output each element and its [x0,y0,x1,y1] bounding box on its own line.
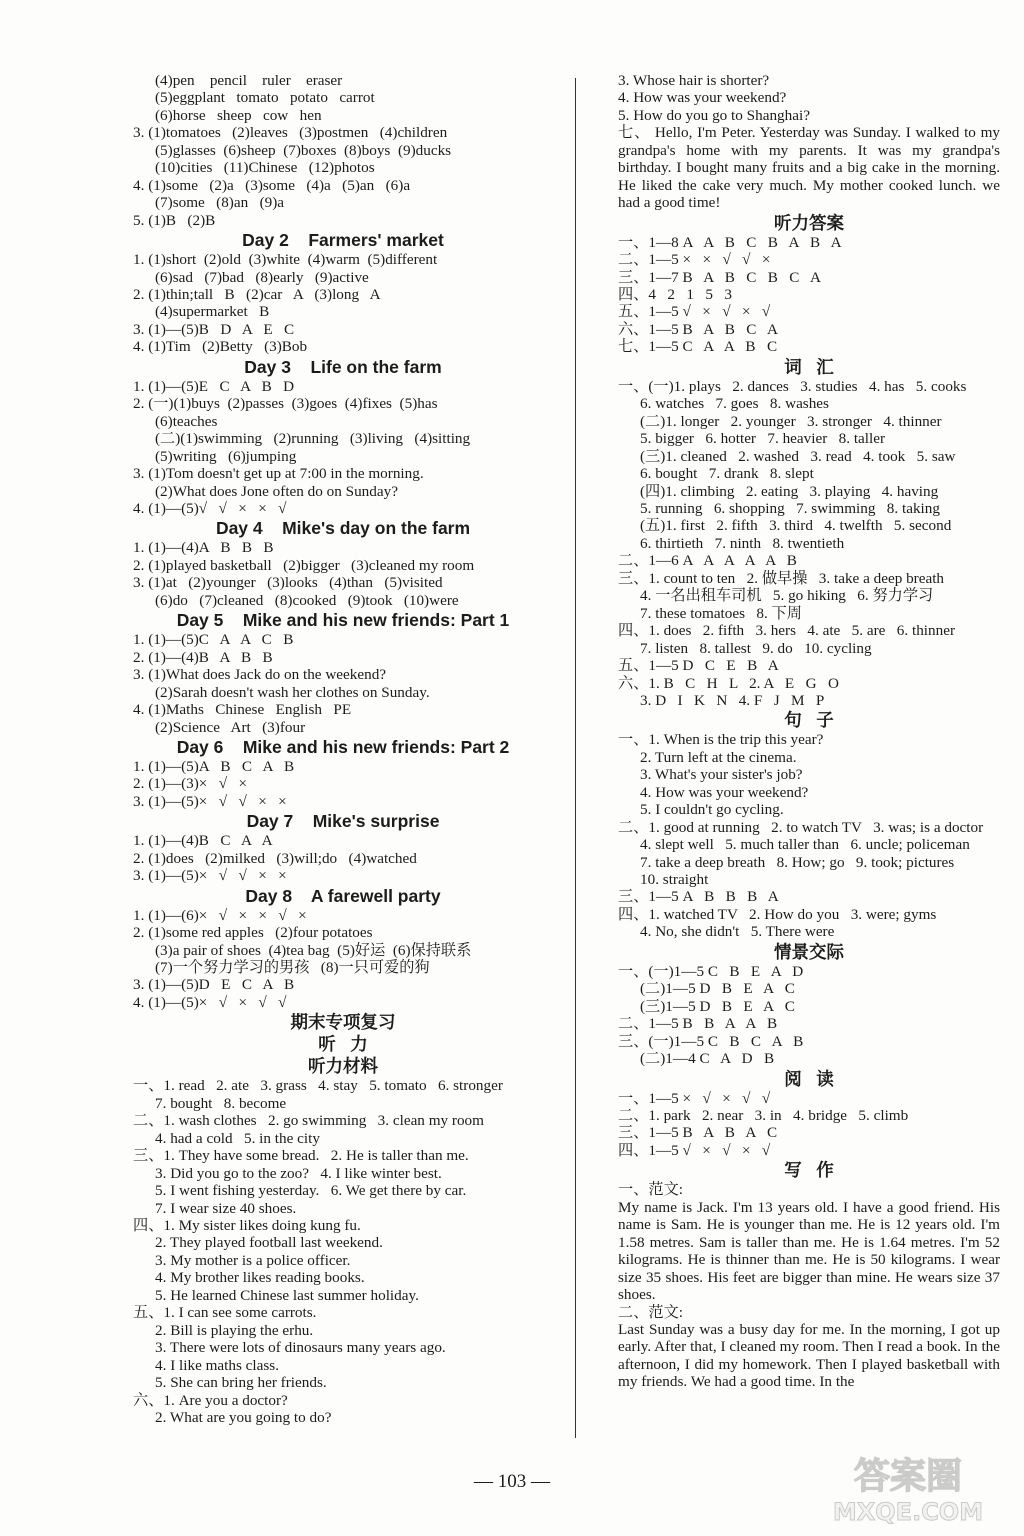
answer-line: 5. (1)B (2)B [133,211,216,229]
answer-line: 一、1. When is the trip this year? [618,731,824,749]
answer-line: 2. (1)thin;tall B (2)car A (3)long A [133,285,381,303]
answer-line: 5. I couldn't go cycling. [640,801,784,819]
answer-line: 一、1. read 2. ate 3. grass 4. stay 5. tomato 6. stronger [133,1077,503,1095]
answer-line: 二、1—6 A A A A A B [618,552,797,570]
answer-line: 二、1—5 B B A A B [618,1015,778,1033]
answer-line: 4. 一名出租车司机 5. go hiking 6. 努力学习 [640,587,934,605]
answer-line: (2)Sarah doesn't wash her clothes on Sunday. [155,683,430,701]
answer-line: 4. (1)Maths Chinese English PE [133,701,352,719]
answer-line: 3. (1)at (2)younger (3)looks (4)than (5)visited [133,574,443,592]
answer-line: 1. (1)—(4)A B B B [133,539,274,557]
answer-line: 4. How was your weekend? [640,783,809,801]
answer-line: 二、1—5 × × √ √ × [618,251,771,269]
answer-line: 七、1—5 C A A B C [618,338,778,356]
answer-line: (二)1—5 D B E A C [640,980,795,998]
answer-line: My name is Jack. I'm 13 years old. I have a good friend. His name is Sam. He is younger than me. He is 12 years old. I'm 1.58 metres. Sam is taller than me. He is 1.64 metres. I'm 52 kilograms. He is thinner than me. He is 50 kilograms. I wear size 35 shoes. His feet are bigger than mine. He wears size 37 shoes. [618,1198,1000,1304]
answer-line: 3. (1)—(5)× √ √ × × [133,867,287,885]
answer-line: 5. I went fishing yesterday. 6. We get there by car. [155,1182,467,1200]
section-heading: 写 作 [784,1160,834,1181]
answer-line: 4. had a cold 5. in the city [155,1129,320,1147]
section-heading: Day 7 Mike's surprise [246,811,440,832]
answer-line: 1. (1)—(5)A B C A B [133,757,295,775]
answer-line: 四、1. My sister likes doing kung fu. [133,1217,361,1235]
answer-line: 3. What's your sister's job? [640,766,803,784]
answer-line: (2)What does Jone often do on Sunday? [155,482,398,500]
answer-line: 4. No, she didn't 5. There were [640,923,835,941]
answer-line: (7)一个努力学习的男孩 (8)一只可爱的狗 [155,959,430,977]
watermark-chinese-text: 答案圈 [853,1456,963,1497]
answer-line: 4. slept well 5. much taller than 6. uncle; policeman [640,836,970,854]
answer-line: 2. (一)(1)buys (2)passes (3)goes (4)fixes (5)has [133,395,438,413]
answer-line: (6)horse sheep cow hen [155,106,322,124]
answer-line: 三、1. They have some bread. 2. He is taller than me. [133,1147,469,1165]
answer-line: (二)1. longer 2. younger 3. stronger 4. thinner [640,412,942,430]
section-heading: 情景交际 [774,941,844,962]
answer-line: (五)1. first 2. fifth 3. third 4. twelfth 5. second [640,517,952,535]
answer-line: (二)1—4 C A D B [640,1050,775,1068]
answer-line: 五、1—5 D C E B A [618,657,779,675]
answer-line: (6)do (7)cleaned (8)cooked (9)took (10)were [155,591,459,609]
answer-line: 三、1—5 B A B A C [618,1124,778,1142]
answer-line: 4. (1)—(5)√ √ × × √ [133,499,287,517]
section-heading: 期末专项复习 [290,1012,396,1033]
answer-line: 6. watches 7. goes 8. washes [640,395,829,413]
answer-line: 4. How was your weekend? [618,89,787,107]
watermark-domain-text: MXQE.COM [832,1498,984,1526]
answer-line: 3. (1)—(5)B D A E C [133,320,295,338]
answer-line: 2. (1)played basketball (2)bigger (3)cleaned my room [133,556,475,574]
answer-line: 4. (1)—(5)× √ × √ √ [133,993,287,1011]
answer-line: 4. (1)Tim (2)Betty (3)Bob [133,338,308,356]
answer-line: 3. My mother is a police officer. [155,1251,351,1269]
section-heading: Day 8 A farewell party [245,885,441,906]
answer-line: (三)1. cleaned 2. washed 3. read 4. took 5. saw [640,447,956,465]
answer-line: 三、1. count to ten 2. 做早操 3. take a deep breath [618,569,945,587]
section-heading: 听力材料 [308,1056,378,1077]
answer-line: (5)eggplant tomato potato carrot [155,89,375,107]
answer-line: 2. What are you going to do? [155,1409,332,1426]
answer-line: 7. take a deep breath 8. How; go 9. took; pictures [640,853,955,871]
answer-line: 四、1—5 √ × √ × √ [618,1141,771,1159]
answer-line: Last Sunday was a busy day for me. In the morning, I got up early. After that, I cleaned my room. Then I read a book. In the afternoon, I did my homework. Then I played basketball with my friends. We had a good time. In the [618,1321,1000,1391]
answer-line: 3. D I K N 4. F J M P [640,691,825,709]
answer-line: (2)Science Art (3)four [155,718,306,736]
section-heading: 听 力 [318,1034,368,1055]
answer-line: 1. (1)—(4)B C A A [133,832,273,850]
section-heading: 听力答案 [774,212,844,233]
answer-line: 六、1. B C H L 2. A E G O [618,674,839,692]
answer-line: 三、1—5 A B B B A [618,888,779,906]
answer-line: 5. bigger 6. hotter 7. heavier 8. taller [640,430,886,448]
site-watermark-logo [808,1448,1008,1526]
answer-line: 4. (1)some (2)a (3)some (4)a (5)an (6)a [133,176,411,194]
answer-line: 7. bought 8. become [155,1094,287,1112]
answer-line: 1. (1)—(6)× √ × × √ × [133,906,307,924]
section-heading: Day 2 Farmers' market [242,230,444,251]
column-divider [575,78,576,1438]
answer-line: 3. (1)—(5)D E C A B [133,976,295,994]
section-heading: 词 汇 [784,356,834,377]
answer-line: (5)glasses (6)sheep (7)boxes (8)boys (9)ducks [155,141,452,159]
answer-line: (4)supermarket B [155,303,270,321]
answer-line: 七、 Hello, I'm Peter. Yesterday was Sunday. I walked to my grandpa's home with my parents. It was my grandpa's birthday. I bought many fruits and a big cake in the morning. He liked the cake very much. My mother cooked lunch. we had a good time! [618,124,1000,212]
answer-line: 四、1. watched TV 2. How do you 3. were; gyms [618,905,937,923]
answer-line: 5. He learned Chinese last summer holiday. [155,1286,419,1304]
answer-line: 2. (1)—(4)B A B B [133,648,273,666]
answer-line: 5. running 6. shopping 7. swimming 8. taking [640,499,940,517]
section-heading: 阅 读 [784,1068,834,1089]
answer-line: (三)1—5 D B E A C [640,997,795,1015]
answer-line: 六、1—5 B A B C A [618,320,778,338]
page-number: — 103 — [474,1471,550,1492]
answer-line: 四、4 2 1 5 3 [618,285,732,303]
section-heading: Day 6 Mike and his new friends: Part 2 [176,736,510,757]
answer-line: 3. (1)tomatoes (2)leaves (3)postmen (4)children [133,124,448,142]
answer-line: (7)some (8)an (9)a [155,194,285,212]
answer-line: 二、范文: [618,1303,683,1321]
answer-line: 1. (1)short (2)old (3)white (4)warm (5)different [133,251,438,269]
answer-line: 三、(一)1—5 C B C A B [618,1032,804,1050]
answer-line: 4. I like maths class. [155,1356,280,1374]
answer-line: 3. (1)—(5)× √ √ × × [133,792,287,810]
answer-line: 5. How do you go to Shanghai? [618,106,810,124]
answer-line: 2. Turn left at the cinema. [640,748,797,766]
answer-line: (10)cities (11)Chinese (12)photos [155,159,375,177]
answer-line: 7. these tomatoes 8. 下周 [640,604,802,622]
answer-column-right [618,72,1000,1391]
answer-line: (四)1. climbing 2. eating 3. playing 4. having [640,482,939,500]
answer-line: (6)teaches [155,412,218,430]
answer-line: (4)pen pencil ruler eraser [155,72,343,89]
section-heading: Day 4 Mike's day on the farm [215,518,471,539]
answer-line: (5)writing (6)jumping [155,447,297,465]
answer-line: (6)sad (7)bad (8)early (9)active [155,268,369,286]
answer-line: 一、(一)1—5 C B E A D [618,962,804,980]
answer-line: 7. listen 8. tallest 9. do 10. cycling [640,639,872,657]
answer-line: 1. (1)—(5)E C A B D [133,377,295,395]
answer-line: 二、1. wash clothes 2. go swimming 3. clean my room [133,1112,484,1130]
answer-line: 一、范文: [618,1181,683,1199]
answer-line: 五、1—5 √ × √ × √ [618,303,771,321]
answer-line: 2. Bill is playing the erhu. [155,1321,314,1339]
answer-line: 一、1—8 A A B C B A B A [618,233,842,251]
answer-line: 3. (1)What does Jack do on the weekend? [133,666,387,684]
answer-line: 二、1. park 2. near 3. in 4. bridge 5. climb [618,1107,909,1125]
answer-line: 五、1. I can see some carrots. [133,1304,317,1322]
answer-line: 三、1—7 B A B C B C A [618,268,821,286]
answer-line: 5. She can bring her friends. [155,1374,327,1392]
answer-line: 2. (1)—(3)× √ × [133,775,248,793]
section-heading: 句 子 [784,710,834,731]
section-heading: Day 5 Mike and his new friends: Part 1 [176,610,510,631]
section-heading: Day 3 Life on the farm [244,356,442,377]
answer-line: 3. There were lots of dinosaurs many years ago. [155,1339,446,1357]
answer-line: 3. Whose hair is shorter? [618,72,770,89]
answer-line: (二)(1)swimming (2)running (3)living (4)sitting [155,430,471,448]
answer-line: 2. They played football last weekend. [155,1234,383,1252]
answer-column-left [133,72,553,1426]
answer-line: 6. bought 7. drank 8. slept [640,465,814,483]
answer-line: (3)a pair of shoes (4)tea bag (5)好运 (6)保持联系 [155,941,472,959]
answer-line: 六、1. Are you a doctor? [133,1391,288,1409]
answer-line: 一、1—5 × √ × √ √ [618,1089,771,1107]
answer-line: 4. My brother likes reading books. [155,1269,365,1287]
answer-line: 7. I wear size 40 shoes. [155,1199,297,1217]
answer-line: 一、(一)1. plays 2. dances 3. studies 4. has 5. cooks [618,377,967,395]
answer-line: 1. (1)—(5)C A A C B [133,631,294,649]
answer-line: 10. straight [640,871,709,889]
answer-line: 3. (1)Tom doesn't get up at 7:00 in the morning. [133,465,424,483]
answer-line: 3. Did you go to the zoo? 4. I like winter best. [155,1164,442,1182]
answer-line: 2. (1)does (2)milked (3)will;do (4)watched [133,849,417,867]
answer-line: 二、1. good at running 2. to watch TV 3. was; is a doctor [618,818,984,836]
answer-line: 2. (1)some red apples (2)four potatoes [133,924,373,942]
answer-line: 6. thirtieth 7. ninth 8. twentieth [640,534,845,552]
answer-line: 四、1. does 2. fifth 3. hers 4. ate 5. are 6. thinner [618,622,956,640]
